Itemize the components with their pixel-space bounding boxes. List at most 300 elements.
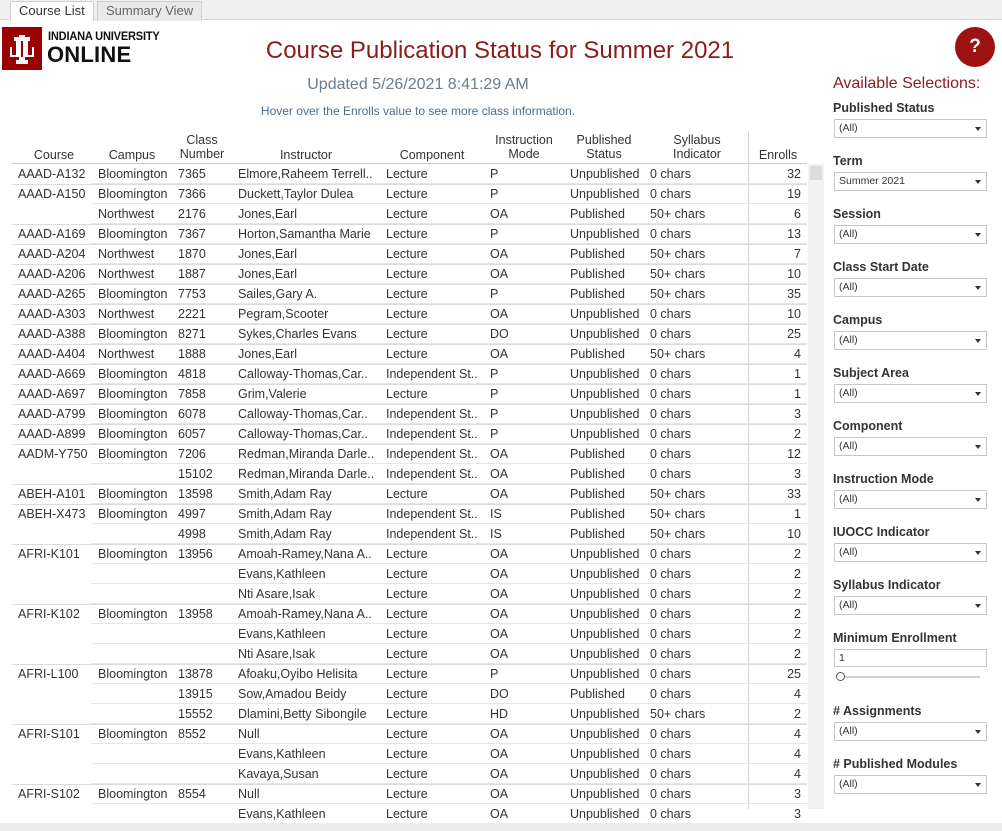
cell-campus	[98, 744, 178, 764]
cell-component: Lecture	[386, 167, 428, 181]
cell-syllabus-indicator: 50+ chars	[650, 527, 706, 541]
cell-published-status: Unpublished	[570, 187, 640, 201]
cell-instructor: Null	[238, 787, 260, 801]
cell-instruction-mode: DO	[490, 687, 509, 701]
cell-enrolls[interactable]: 3	[794, 407, 801, 421]
cell-class-number: 7753	[178, 287, 206, 301]
filter-label-published-status: Published Status	[833, 101, 935, 115]
cell-enrolls[interactable]: 2	[794, 567, 801, 581]
cell-component: Lecture	[386, 627, 428, 641]
table-row	[12, 684, 807, 704]
cell-campus	[98, 624, 178, 644]
col-header-enrolls[interactable]: Enrolls	[758, 148, 798, 162]
cell-syllabus-indicator: 0 chars	[650, 627, 691, 641]
cell-instructor: Amoah-Ramey,Nana A..	[238, 607, 372, 621]
cell-enrolls[interactable]: 33	[787, 487, 801, 501]
cell-class-number: 7367	[178, 227, 206, 241]
filter-dropdown-iuocc-indicator[interactable]	[834, 543, 987, 562]
page-title-text: Course Publication Status for Summer 2021	[265, 37, 735, 64]
cell-syllabus-indicator: 0 chars	[650, 747, 691, 761]
cell-class-number	[178, 584, 236, 604]
cell-campus: Bloomington	[98, 607, 168, 621]
cell-class-number: 13915	[178, 687, 213, 701]
cell-enrolls[interactable]: 1	[794, 387, 801, 401]
filter-label-campus: Campus	[833, 313, 883, 327]
cell-component: Lecture	[386, 187, 428, 201]
table-row	[12, 344, 807, 364]
cell-course: AAAD-A150	[18, 187, 86, 201]
col-header-class-number[interactable]	[170, 133, 234, 161]
cell-course: AFRI-S101	[18, 727, 80, 741]
table-row	[12, 204, 807, 224]
cell-enrolls[interactable]: 7	[794, 247, 801, 261]
cell-class-number	[178, 564, 236, 584]
cell-enrolls[interactable]: 10	[787, 527, 801, 541]
filter-label-num-assignments: # Assignments	[833, 704, 922, 718]
cell-enrolls[interactable]: 10	[787, 267, 801, 281]
cell-component: Lecture	[386, 347, 428, 361]
min-enrollment-slider-handle[interactable]	[836, 672, 845, 681]
cell-instructor: Duckett,Taylor Dulea	[238, 187, 354, 201]
course-table	[12, 131, 807, 821]
cell-component: Lecture	[386, 307, 428, 321]
cell-class-number: 13878	[178, 667, 213, 681]
cell-enrolls[interactable]: 4	[794, 747, 801, 761]
table-row	[12, 504, 807, 524]
filter-dropdown-syllabus-indicator[interactable]	[834, 596, 987, 615]
cell-enrolls[interactable]: 2	[794, 587, 801, 601]
cell-published-status: Unpublished	[570, 627, 640, 641]
cell-component: Lecture	[386, 587, 428, 601]
cell-instructor: Evans,Kathleen	[238, 807, 326, 821]
cell-component: Lecture	[386, 287, 428, 301]
cell-course	[18, 204, 98, 224]
filter-dropdown-published-status[interactable]	[834, 119, 987, 138]
chevron-down-icon	[975, 551, 981, 555]
cell-enrolls[interactable]: 3	[794, 807, 801, 821]
cell-instructor: Grim,Valerie	[238, 387, 307, 401]
cell-instruction-mode: OA	[490, 587, 509, 601]
filter-dropdown-instruction-mode[interactable]	[834, 490, 987, 509]
cell-instructor: Afoaku,Oyibo Helisita	[238, 667, 358, 681]
cell-instruction-mode: OA	[490, 727, 509, 741]
col-header-instruction-mode[interactable]	[488, 133, 560, 161]
col-header-instruction-mode-line1: Instruction	[495, 133, 553, 147]
filter-dropdown-class-start-date[interactable]	[834, 278, 987, 297]
filter-dropdown-num-assignments[interactable]	[834, 722, 987, 741]
cell-class-number: 2221	[178, 307, 206, 321]
table-row	[12, 804, 807, 824]
help-button[interactable]: ?	[955, 27, 995, 67]
cell-enrolls[interactable]: 12	[787, 447, 801, 461]
cell-published-status: Unpublished	[570, 227, 640, 241]
cell-class-number: 4818	[178, 367, 206, 381]
table-row	[12, 704, 807, 724]
filter-value: 1	[839, 652, 845, 664]
cell-course: AFRI-K102	[18, 607, 80, 621]
filter-dropdown-num-published-modules[interactable]	[834, 775, 987, 794]
cell-enrolls[interactable]: 3	[794, 467, 801, 481]
bottom-bar	[0, 823, 1002, 831]
table-row	[12, 524, 807, 544]
cell-class-number: 13598	[178, 487, 213, 501]
cell-instruction-mode: P	[490, 227, 499, 241]
cell-instruction-mode: P	[490, 287, 499, 301]
cell-course: AAAD-A204	[18, 247, 86, 261]
filter-dropdown-term[interactable]	[834, 172, 987, 191]
hover-instruction: Hover over the Enrolls value to see more class information.	[260, 104, 576, 118]
cell-enrolls[interactable]: 25	[787, 327, 801, 341]
cell-syllabus-indicator: 0 chars	[650, 167, 691, 181]
cell-instruction-mode: P	[490, 367, 499, 381]
filter-value: (All)	[839, 440, 858, 452]
cell-course	[18, 804, 98, 824]
cell-course: AAAD-A899	[18, 427, 86, 441]
cell-course: AAAD-A404	[18, 347, 86, 361]
filter-value: (All)	[839, 228, 858, 240]
cell-instructor: Evans,Kathleen	[238, 747, 326, 761]
filter-dropdown-subject-area[interactable]	[834, 384, 987, 403]
cell-instruction-mode: OA	[490, 567, 509, 581]
cell-enrolls[interactable]: 35	[787, 287, 801, 301]
cell-syllabus-indicator: 0 chars	[650, 787, 691, 801]
col-header-syllabus-indicator-line1: Syllabus	[673, 133, 721, 147]
cell-published-status: Unpublished	[570, 767, 640, 781]
cell-component: Lecture	[386, 267, 428, 281]
cell-campus: Bloomington	[98, 287, 168, 301]
min-enrollment-slider-track[interactable]	[840, 676, 980, 678]
filter-dropdown-campus[interactable]	[834, 331, 987, 350]
cell-course: AAAD-A388	[18, 327, 86, 341]
cell-instructor: Calloway-Thomas,Car..	[238, 407, 368, 421]
col-header-syllabus-indicator-line2: Indicator	[673, 147, 721, 161]
cell-instruction-mode: OA	[490, 267, 509, 281]
cell-instruction-mode: OA	[490, 607, 509, 621]
cell-instructor: Null	[238, 727, 260, 741]
cell-campus	[98, 644, 178, 664]
cell-published-status: Unpublished	[570, 607, 640, 621]
cell-component: Lecture	[386, 687, 428, 701]
cell-published-status: Published	[570, 487, 625, 501]
cell-syllabus-indicator: 0 chars	[650, 447, 691, 461]
cell-campus	[98, 564, 178, 584]
table-scrollbar-thumb[interactable]	[810, 166, 822, 180]
table-row	[12, 304, 807, 324]
cell-published-status: Unpublished	[570, 667, 640, 681]
cell-course	[18, 744, 98, 764]
cell-published-status: Unpublished	[570, 727, 640, 741]
cell-enrolls[interactable]: 32	[787, 167, 801, 181]
cell-class-number: 7365	[178, 167, 206, 181]
cell-instruction-mode: OA	[490, 467, 509, 481]
table-row	[12, 724, 807, 744]
cell-instruction-mode: P	[490, 427, 499, 441]
table-row	[12, 464, 807, 484]
filter-label-num-published-modules: # Published Modules	[833, 757, 958, 771]
cell-instructor: Nti Asare,Isak	[238, 647, 316, 661]
col-header-instructor[interactable]: Instructor	[279, 148, 333, 162]
cell-course	[18, 524, 98, 544]
cell-enrolls[interactable]: 1	[794, 367, 801, 381]
cell-instruction-mode: DO	[490, 327, 509, 341]
filter-label-component: Component	[833, 419, 903, 433]
chevron-down-icon	[975, 180, 981, 184]
cell-instructor: Nti Asare,Isak	[238, 587, 316, 601]
chevron-down-icon	[975, 127, 981, 131]
col-header-course[interactable]: Course	[33, 148, 75, 162]
filter-input-minimum-enrollment[interactable]	[834, 649, 987, 667]
cell-enrolls[interactable]: 3	[794, 787, 801, 801]
chevron-down-icon	[975, 339, 981, 343]
cell-campus: Bloomington	[98, 167, 168, 181]
cell-enrolls[interactable]: 4	[794, 767, 801, 781]
cell-campus: Bloomington	[98, 387, 168, 401]
col-header-campus[interactable]: Campus	[108, 148, 156, 162]
cell-instruction-mode: P	[490, 667, 499, 681]
cell-campus: Bloomington	[98, 507, 168, 521]
table-scrollbar[interactable]	[808, 164, 824, 809]
cell-instruction-mode: IS	[490, 507, 502, 521]
cell-syllabus-indicator: 0 chars	[650, 307, 691, 321]
cell-published-status: Unpublished	[570, 587, 640, 601]
filter-value: (All)	[839, 387, 858, 399]
cell-published-status: Published	[570, 507, 625, 521]
cell-class-number: 8554	[178, 787, 206, 801]
table-row	[12, 164, 807, 184]
table-row	[12, 324, 807, 344]
filter-label-iuocc-indicator: IUOCC Indicator	[833, 525, 930, 539]
cell-class-number: 6078	[178, 407, 206, 421]
cell-course: AFRI-S102	[18, 787, 80, 801]
col-header-component[interactable]: Component	[399, 148, 465, 162]
cell-syllabus-indicator: 50+ chars	[650, 247, 706, 261]
filter-dropdown-component[interactable]	[834, 437, 987, 456]
cell-campus: Bloomington	[98, 487, 168, 501]
cell-syllabus-indicator: 0 chars	[650, 227, 691, 241]
cell-instruction-mode: OA	[490, 207, 509, 221]
cell-course	[18, 704, 98, 724]
cell-class-number	[178, 744, 236, 764]
cell-published-status: Published	[570, 687, 625, 701]
cell-instruction-mode: OA	[490, 247, 509, 261]
filter-value: (All)	[839, 546, 858, 558]
cell-component: Lecture	[386, 767, 428, 781]
cell-component: Independent St..	[386, 527, 478, 541]
cell-campus: Bloomington	[98, 187, 168, 201]
table-row	[12, 364, 807, 384]
cell-published-status: Published	[570, 207, 625, 221]
table-row	[12, 744, 807, 764]
cell-published-status: Unpublished	[570, 367, 640, 381]
cell-enrolls[interactable]: 2	[794, 627, 801, 641]
cell-course	[18, 644, 98, 664]
cell-course: AAAD-A132	[18, 167, 86, 181]
cell-published-status: Published	[570, 467, 625, 481]
cell-instructor: Sailes,Gary A.	[238, 287, 318, 301]
table-row	[12, 584, 807, 604]
cell-class-number: 15552	[178, 707, 213, 721]
cell-enrolls[interactable]: 1	[794, 507, 801, 521]
cell-class-number: 15102	[178, 467, 213, 481]
cell-course: ABEH-A101	[18, 487, 86, 501]
cell-published-status: Unpublished	[570, 407, 640, 421]
cell-component: Lecture	[386, 247, 428, 261]
cell-published-status: Unpublished	[570, 747, 640, 761]
cell-syllabus-indicator: 50+ chars	[650, 507, 706, 521]
cell-course: AAAD-A169	[18, 227, 86, 241]
cell-enrolls[interactable]: 6	[794, 207, 801, 221]
cell-course: AAAD-A206	[18, 267, 86, 281]
cell-component: Lecture	[386, 387, 428, 401]
filter-dropdown-session[interactable]	[834, 225, 987, 244]
cell-instruction-mode: OA	[490, 767, 509, 781]
cell-syllabus-indicator: 0 chars	[650, 647, 691, 661]
cell-syllabus-indicator: 50+ chars	[650, 267, 706, 281]
table-row	[12, 404, 807, 424]
chevron-down-icon	[975, 498, 981, 502]
cell-component: Independent St..	[386, 447, 478, 461]
cell-enrolls[interactable]: 25	[787, 667, 801, 681]
filter-value: Summer 2021	[839, 175, 905, 187]
cell-class-number: 13958	[178, 607, 213, 621]
cell-published-status: Unpublished	[570, 167, 640, 181]
table-row	[12, 784, 807, 804]
cell-component: Lecture	[386, 227, 428, 241]
cell-campus	[98, 524, 178, 544]
cell-syllabus-indicator: 0 chars	[650, 727, 691, 741]
table-row	[12, 764, 807, 784]
cell-syllabus-indicator: 50+ chars	[650, 707, 706, 721]
cell-instructor: Horton,Samantha Marie	[238, 227, 371, 241]
cell-course: AAAD-A265	[18, 287, 86, 301]
cell-instructor: Jones,Earl	[238, 347, 298, 361]
cell-instructor: Amoah-Ramey,Nana A..	[238, 547, 372, 561]
filter-label-syllabus-indicator: Syllabus Indicator	[833, 578, 941, 592]
cell-instructor: Elmore,Raheem Terrell..	[238, 167, 373, 181]
cell-instruction-mode: OA	[490, 487, 509, 501]
page-title	[0, 37, 1000, 65]
cell-component: Lecture	[386, 647, 428, 661]
cell-course	[18, 564, 98, 584]
cell-class-number: 1888	[178, 347, 206, 361]
cell-campus: Northwest	[98, 207, 155, 221]
table-row	[12, 424, 807, 444]
logo-text-top: INDIANA UNIVERSITY	[48, 29, 160, 43]
cell-instructor: Kavaya,Susan	[238, 767, 319, 781]
cell-instruction-mode: OA	[490, 447, 509, 461]
cell-instructor: Redman,Miranda Darle..	[238, 447, 375, 461]
table-row	[12, 624, 807, 644]
cell-instructor: Calloway-Thomas,Car..	[238, 427, 368, 441]
cell-published-status: Published	[570, 267, 625, 281]
cell-campus: Bloomington	[98, 787, 168, 801]
cell-instructor: Jones,Earl	[238, 267, 298, 281]
cell-enrolls[interactable]: 13	[787, 227, 801, 241]
filter-value: (All)	[839, 599, 858, 611]
cell-instructor: Pegram,Scooter	[238, 307, 329, 321]
cell-class-number: 7858	[178, 387, 206, 401]
cell-campus: Bloomington	[98, 447, 168, 461]
cell-campus: Bloomington	[98, 407, 168, 421]
cell-campus: Bloomington	[98, 427, 168, 441]
table-row	[12, 604, 807, 624]
cell-published-status: Unpublished	[570, 427, 640, 441]
cell-instruction-mode: OA	[490, 307, 509, 321]
cell-class-number: 8271	[178, 327, 206, 341]
cell-component: Independent St..	[386, 367, 478, 381]
cell-enrolls[interactable]: 2	[794, 707, 801, 721]
cell-instructor: Jones,Earl	[238, 247, 298, 261]
cell-campus	[98, 584, 178, 604]
cell-enrolls[interactable]: 2	[794, 647, 801, 661]
col-header-syllabus-indicator[interactable]	[652, 133, 742, 161]
updated-timestamp: Updated 5/26/2021 8:41:29 AM	[307, 76, 529, 93]
cell-instruction-mode: OA	[490, 807, 509, 821]
cell-instruction-mode: OA	[490, 647, 509, 661]
cell-enrolls[interactable]: 2	[794, 547, 801, 561]
cell-syllabus-indicator: 0 chars	[650, 187, 691, 201]
cell-published-status: Published	[570, 287, 625, 301]
cell-instruction-mode: P	[490, 187, 499, 201]
cell-component: Lecture	[386, 207, 428, 221]
cell-instruction-mode: OA	[490, 547, 509, 561]
cell-component: Independent St..	[386, 407, 478, 421]
cell-campus	[98, 704, 178, 724]
table-row	[12, 484, 807, 504]
cell-instruction-mode: OA	[490, 747, 509, 761]
cell-campus: Bloomington	[98, 367, 168, 381]
cell-campus: Northwest	[98, 347, 155, 361]
tab-summary-view[interactable]: Summary View	[97, 1, 202, 21]
cell-syllabus-indicator: 0 chars	[650, 667, 691, 681]
cell-component: Independent St..	[386, 427, 478, 441]
cell-instructor: Redman,Miranda Darle..	[238, 467, 375, 481]
cell-published-status: Unpublished	[570, 307, 640, 321]
cell-enrolls[interactable]: 10	[787, 307, 801, 321]
cell-component: Lecture	[386, 787, 428, 801]
cell-course: AFRI-L100	[18, 667, 79, 681]
cell-syllabus-indicator: 0 chars	[650, 607, 691, 621]
cell-instruction-mode: OA	[490, 627, 509, 641]
cell-course: AAAD-A697	[18, 387, 86, 401]
cell-enrolls[interactable]: 4	[794, 727, 801, 741]
cell-enrolls[interactable]: 4	[794, 687, 801, 701]
cell-component: Lecture	[386, 707, 428, 721]
cell-enrolls[interactable]: 19	[787, 187, 801, 201]
cell-class-number: 1887	[178, 267, 206, 281]
cell-campus: Bloomington	[98, 227, 168, 241]
cell-enrolls[interactable]: 2	[794, 607, 801, 621]
cell-enrolls[interactable]: 4	[794, 347, 801, 361]
cell-component: Lecture	[386, 747, 428, 761]
table-row	[12, 184, 807, 204]
cell-component: Lecture	[386, 607, 428, 621]
cell-published-status: Unpublished	[570, 787, 640, 801]
filter-value: (All)	[839, 334, 858, 346]
cell-class-number: 8552	[178, 727, 206, 741]
filter-label-instruction-mode: Instruction Mode	[833, 472, 934, 486]
cell-syllabus-indicator: 0 chars	[650, 547, 691, 561]
cell-instructor: Evans,Kathleen	[238, 567, 326, 581]
cell-instruction-mode: IS	[490, 527, 502, 541]
cell-syllabus-indicator: 50+ chars	[650, 487, 706, 501]
cell-class-number: 13956	[178, 547, 213, 561]
tab-course-list[interactable]: Course List	[10, 1, 94, 21]
col-header-published-status[interactable]	[564, 133, 644, 161]
cell-instruction-mode: HD	[490, 707, 509, 721]
cell-enrolls[interactable]: 2	[794, 427, 801, 441]
cell-campus: Bloomington	[98, 547, 168, 561]
